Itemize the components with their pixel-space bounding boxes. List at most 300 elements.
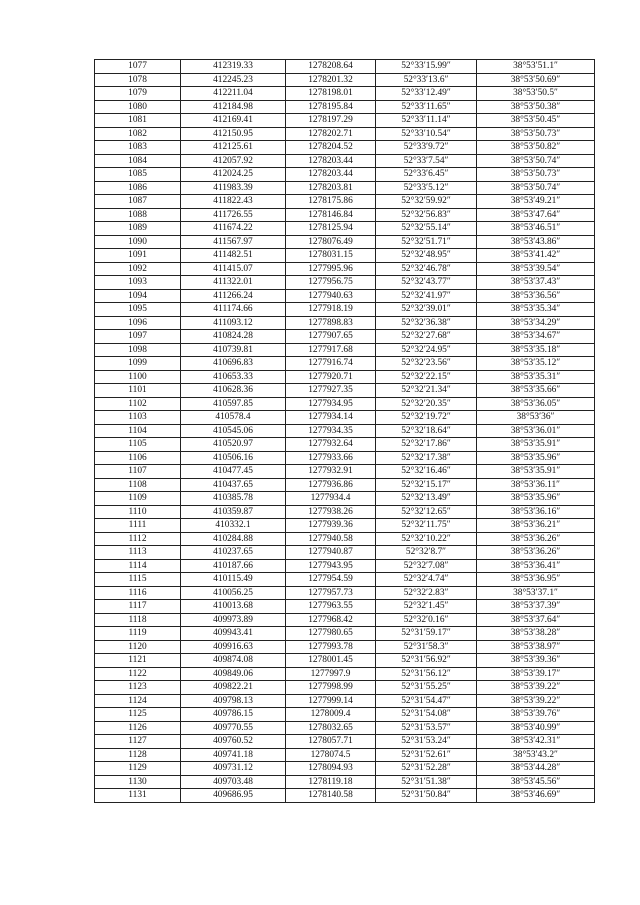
longitude-cell: 38°53′37.64″ bbox=[477, 613, 595, 627]
longitude-cell: 38°53′47.64″ bbox=[477, 208, 595, 222]
y-coordinate-cell: 1277939.36 bbox=[286, 519, 376, 533]
longitude-cell: 38°53′36.05″ bbox=[477, 397, 595, 411]
x-coordinate-cell: 411983.39 bbox=[181, 181, 286, 195]
longitude-cell: 38°53′43.86″ bbox=[477, 235, 595, 249]
point-number-cell: 1113 bbox=[95, 546, 181, 560]
y-coordinate-cell: 1278009.4 bbox=[286, 708, 376, 722]
longitude-cell: 38°53′36.95″ bbox=[477, 573, 595, 587]
longitude-cell: 38°53′50.74″ bbox=[477, 181, 595, 195]
point-number-cell: 1090 bbox=[95, 235, 181, 249]
latitude-cell: 52°33′6.45″ bbox=[376, 168, 477, 182]
point-number-cell: 1107 bbox=[95, 465, 181, 479]
y-coordinate-cell: 1278204.52 bbox=[286, 141, 376, 155]
table-row bbox=[95, 627, 595, 641]
point-number-cell: 1096 bbox=[95, 316, 181, 330]
latitude-cell: 52°31′51.38″ bbox=[376, 775, 477, 789]
x-coordinate-cell: 409760.52 bbox=[181, 735, 286, 749]
y-coordinate-cell: 1277917.68 bbox=[286, 343, 376, 357]
latitude-cell: 52°32′0.16″ bbox=[376, 613, 477, 627]
table-row bbox=[95, 276, 595, 290]
latitude-cell: 52°32′46.78″ bbox=[376, 262, 477, 276]
point-number-cell: 1087 bbox=[95, 195, 181, 209]
latitude-cell: 52°31′58.3″ bbox=[376, 640, 477, 654]
latitude-cell: 52°32′55.14″ bbox=[376, 222, 477, 236]
y-coordinate-cell: 1277940.87 bbox=[286, 546, 376, 560]
x-coordinate-cell: 411093.12 bbox=[181, 316, 286, 330]
y-coordinate-cell: 1278203.44 bbox=[286, 168, 376, 182]
x-coordinate-cell: 412211.04 bbox=[181, 87, 286, 101]
longitude-cell: 38°53′34.29″ bbox=[477, 316, 595, 330]
table-row bbox=[95, 316, 595, 330]
latitude-cell: 52°32′15.17″ bbox=[376, 478, 477, 492]
table-row bbox=[95, 762, 595, 776]
point-number-cell: 1108 bbox=[95, 478, 181, 492]
longitude-cell: 38°53′50.5″ bbox=[477, 87, 595, 101]
point-number-cell: 1089 bbox=[95, 222, 181, 236]
point-number-cell: 1128 bbox=[95, 748, 181, 762]
point-number-cell: 1114 bbox=[95, 559, 181, 573]
latitude-cell: 52°32′39.01″ bbox=[376, 303, 477, 317]
longitude-cell: 38°53′36.56″ bbox=[477, 289, 595, 303]
latitude-cell: 52°32′20.35″ bbox=[376, 397, 477, 411]
x-coordinate-cell: 412125.61 bbox=[181, 141, 286, 155]
table-row bbox=[95, 708, 595, 722]
x-coordinate-cell: 410013.68 bbox=[181, 600, 286, 614]
table-row bbox=[95, 343, 595, 357]
point-number-cell: 1081 bbox=[95, 114, 181, 128]
y-coordinate-cell: 1278203.44 bbox=[286, 154, 376, 168]
longitude-cell: 38°53′36.26″ bbox=[477, 546, 595, 560]
y-coordinate-cell: 1277918.19 bbox=[286, 303, 376, 317]
longitude-cell: 38°53′35.96″ bbox=[477, 451, 595, 465]
table-row bbox=[95, 789, 595, 803]
table-row bbox=[95, 654, 595, 668]
longitude-cell: 38°53′49.21″ bbox=[477, 195, 595, 209]
point-number-cell: 1125 bbox=[95, 708, 181, 722]
latitude-cell: 52°33′12.49″ bbox=[376, 87, 477, 101]
table-row bbox=[95, 451, 595, 465]
x-coordinate-cell: 410385.78 bbox=[181, 492, 286, 506]
y-coordinate-cell: 1277956.75 bbox=[286, 276, 376, 290]
longitude-cell: 38°53′34.67″ bbox=[477, 330, 595, 344]
y-coordinate-cell: 1278119.18 bbox=[286, 775, 376, 789]
y-coordinate-cell: 1277954.59 bbox=[286, 573, 376, 587]
table-row bbox=[95, 289, 595, 303]
longitude-cell: 38°53′39.54″ bbox=[477, 262, 595, 276]
latitude-cell: 52°32′10.22″ bbox=[376, 532, 477, 546]
longitude-cell: 38°53′50.38″ bbox=[477, 100, 595, 114]
y-coordinate-cell: 1278146.84 bbox=[286, 208, 376, 222]
table-row bbox=[95, 127, 595, 141]
point-number-cell: 1105 bbox=[95, 438, 181, 452]
x-coordinate-cell: 411415.07 bbox=[181, 262, 286, 276]
table-row bbox=[95, 330, 595, 344]
latitude-cell: 52°33′11.65″ bbox=[376, 100, 477, 114]
x-coordinate-cell: 410359.87 bbox=[181, 505, 286, 519]
y-coordinate-cell: 1277998.99 bbox=[286, 681, 376, 695]
latitude-cell: 52°32′12.65″ bbox=[376, 505, 477, 519]
longitude-cell: 38°53′35.66″ bbox=[477, 384, 595, 398]
point-number-cell: 1116 bbox=[95, 586, 181, 600]
latitude-cell: 52°32′18.64″ bbox=[376, 424, 477, 438]
x-coordinate-cell: 410284.88 bbox=[181, 532, 286, 546]
x-coordinate-cell: 412024.25 bbox=[181, 168, 286, 182]
longitude-cell: 38°53′35.34″ bbox=[477, 303, 595, 317]
x-coordinate-cell: 410237.65 bbox=[181, 546, 286, 560]
latitude-cell: 52°32′17.86″ bbox=[376, 438, 477, 452]
longitude-cell: 38°53′36.21″ bbox=[477, 519, 595, 533]
y-coordinate-cell: 1277934.4 bbox=[286, 492, 376, 506]
latitude-cell: 52°32′1.45″ bbox=[376, 600, 477, 614]
x-coordinate-cell: 409786.15 bbox=[181, 708, 286, 722]
point-number-cell: 1101 bbox=[95, 384, 181, 398]
table-row bbox=[95, 235, 595, 249]
longitude-cell: 38°53′50.82″ bbox=[477, 141, 595, 155]
longitude-cell: 38°53′50.74″ bbox=[477, 154, 595, 168]
table-row bbox=[95, 505, 595, 519]
latitude-cell: 52°31′52.61″ bbox=[376, 748, 477, 762]
point-number-cell: 1109 bbox=[95, 492, 181, 506]
longitude-cell: 38°53′38.97″ bbox=[477, 640, 595, 654]
longitude-cell: 38°53′35.18″ bbox=[477, 343, 595, 357]
y-coordinate-cell: 1277932.91 bbox=[286, 465, 376, 479]
latitude-cell: 52°32′56.83″ bbox=[376, 208, 477, 222]
longitude-cell: 38°53′37.1″ bbox=[477, 586, 595, 600]
latitude-cell: 52°31′56.92″ bbox=[376, 654, 477, 668]
x-coordinate-cell: 409703.48 bbox=[181, 775, 286, 789]
table-row bbox=[95, 438, 595, 452]
latitude-cell: 52°32′43.77″ bbox=[376, 276, 477, 290]
y-coordinate-cell: 1278031.15 bbox=[286, 249, 376, 263]
longitude-cell: 38°53′36.16″ bbox=[477, 505, 595, 519]
table-row bbox=[95, 73, 595, 87]
table-row bbox=[95, 573, 595, 587]
point-number-cell: 1099 bbox=[95, 357, 181, 371]
point-number-cell: 1085 bbox=[95, 168, 181, 182]
point-number-cell: 1079 bbox=[95, 87, 181, 101]
y-coordinate-cell: 1277940.58 bbox=[286, 532, 376, 546]
point-number-cell: 1110 bbox=[95, 505, 181, 519]
x-coordinate-cell: 409874.08 bbox=[181, 654, 286, 668]
coordinates-table-body bbox=[95, 60, 595, 803]
point-number-cell: 1112 bbox=[95, 532, 181, 546]
x-coordinate-cell: 410653.33 bbox=[181, 370, 286, 384]
latitude-cell: 52°32′24.95″ bbox=[376, 343, 477, 357]
point-number-cell: 1106 bbox=[95, 451, 181, 465]
point-number-cell: 1115 bbox=[95, 573, 181, 587]
x-coordinate-cell: 410056.25 bbox=[181, 586, 286, 600]
table-row bbox=[95, 100, 595, 114]
y-coordinate-cell: 1277995.96 bbox=[286, 262, 376, 276]
table-row bbox=[95, 478, 595, 492]
point-number-cell: 1122 bbox=[95, 667, 181, 681]
latitude-cell: 52°33′11.14″ bbox=[376, 114, 477, 128]
x-coordinate-cell: 410506.16 bbox=[181, 451, 286, 465]
longitude-cell: 38°53′37.39″ bbox=[477, 600, 595, 614]
table-row bbox=[95, 721, 595, 735]
point-number-cell: 1117 bbox=[95, 600, 181, 614]
y-coordinate-cell: 1277898.83 bbox=[286, 316, 376, 330]
point-number-cell: 1124 bbox=[95, 694, 181, 708]
longitude-cell: 38°53′35.31″ bbox=[477, 370, 595, 384]
y-coordinate-cell: 1277963.55 bbox=[286, 600, 376, 614]
longitude-cell: 38°53′40.99″ bbox=[477, 721, 595, 735]
longitude-cell: 38°53′39.22″ bbox=[477, 694, 595, 708]
x-coordinate-cell: 412057.92 bbox=[181, 154, 286, 168]
x-coordinate-cell: 409686.95 bbox=[181, 789, 286, 803]
point-number-cell: 1130 bbox=[95, 775, 181, 789]
table-row bbox=[95, 519, 595, 533]
latitude-cell: 52°33′5.12″ bbox=[376, 181, 477, 195]
table-row bbox=[95, 586, 595, 600]
y-coordinate-cell: 1277997.9 bbox=[286, 667, 376, 681]
x-coordinate-cell: 409731.12 bbox=[181, 762, 286, 776]
table-row bbox=[95, 154, 595, 168]
table-row bbox=[95, 114, 595, 128]
point-number-cell: 1093 bbox=[95, 276, 181, 290]
x-coordinate-cell: 410437.65 bbox=[181, 478, 286, 492]
x-coordinate-cell: 411266.24 bbox=[181, 289, 286, 303]
latitude-cell: 52°32′48.95″ bbox=[376, 249, 477, 263]
y-coordinate-cell: 1278074.5 bbox=[286, 748, 376, 762]
y-coordinate-cell: 1278208.64 bbox=[286, 60, 376, 74]
point-number-cell: 1118 bbox=[95, 613, 181, 627]
table-row bbox=[95, 141, 595, 155]
table-row bbox=[95, 748, 595, 762]
y-coordinate-cell: 1278057.71 bbox=[286, 735, 376, 749]
y-coordinate-cell: 1278125.94 bbox=[286, 222, 376, 236]
y-coordinate-cell: 1277920.71 bbox=[286, 370, 376, 384]
point-number-cell: 1102 bbox=[95, 397, 181, 411]
table-row bbox=[95, 600, 595, 614]
table-row bbox=[95, 370, 595, 384]
y-coordinate-cell: 1277957.73 bbox=[286, 586, 376, 600]
point-number-cell: 1094 bbox=[95, 289, 181, 303]
table-row bbox=[95, 694, 595, 708]
x-coordinate-cell: 411822.43 bbox=[181, 195, 286, 209]
latitude-cell: 52°33′13.6″ bbox=[376, 73, 477, 87]
x-coordinate-cell: 410520.97 bbox=[181, 438, 286, 452]
longitude-cell: 38°53′36″ bbox=[477, 411, 595, 425]
latitude-cell: 52°31′56.12″ bbox=[376, 667, 477, 681]
y-coordinate-cell: 1277938.26 bbox=[286, 505, 376, 519]
latitude-cell: 52°31′52.28″ bbox=[376, 762, 477, 776]
x-coordinate-cell: 410597.85 bbox=[181, 397, 286, 411]
x-coordinate-cell: 411726.55 bbox=[181, 208, 286, 222]
point-number-cell: 1123 bbox=[95, 681, 181, 695]
latitude-cell: 52°32′13.49″ bbox=[376, 492, 477, 506]
x-coordinate-cell: 410628.36 bbox=[181, 384, 286, 398]
coordinates-table bbox=[94, 59, 595, 803]
table-row bbox=[95, 249, 595, 263]
table-row bbox=[95, 208, 595, 222]
table-row bbox=[95, 60, 595, 74]
y-coordinate-cell: 1278032.65 bbox=[286, 721, 376, 735]
x-coordinate-cell: 411482.51 bbox=[181, 249, 286, 263]
x-coordinate-cell: 409822.21 bbox=[181, 681, 286, 695]
longitude-cell: 38°53′35.12″ bbox=[477, 357, 595, 371]
latitude-cell: 52°32′59.92″ bbox=[376, 195, 477, 209]
x-coordinate-cell: 409916.63 bbox=[181, 640, 286, 654]
x-coordinate-cell: 411322.01 bbox=[181, 276, 286, 290]
table-row bbox=[95, 546, 595, 560]
table-row bbox=[95, 195, 595, 209]
point-number-cell: 1083 bbox=[95, 141, 181, 155]
y-coordinate-cell: 1277968.42 bbox=[286, 613, 376, 627]
table-row bbox=[95, 465, 595, 479]
longitude-cell: 38°53′43.2″ bbox=[477, 748, 595, 762]
table-row bbox=[95, 775, 595, 789]
longitude-cell: 38°53′36.11″ bbox=[477, 478, 595, 492]
point-number-cell: 1098 bbox=[95, 343, 181, 357]
longitude-cell: 38°53′50.69″ bbox=[477, 73, 595, 87]
latitude-cell: 52°33′9.72″ bbox=[376, 141, 477, 155]
y-coordinate-cell: 1277980.65 bbox=[286, 627, 376, 641]
longitude-cell: 38°53′37.43″ bbox=[477, 276, 595, 290]
latitude-cell: 52°31′54.47″ bbox=[376, 694, 477, 708]
table-row bbox=[95, 397, 595, 411]
point-number-cell: 1078 bbox=[95, 73, 181, 87]
table-row bbox=[95, 384, 595, 398]
point-number-cell: 1127 bbox=[95, 735, 181, 749]
y-coordinate-cell: 1277936.86 bbox=[286, 478, 376, 492]
x-coordinate-cell: 412169.41 bbox=[181, 114, 286, 128]
x-coordinate-cell: 409973.89 bbox=[181, 613, 286, 627]
table-row bbox=[95, 411, 595, 425]
table-row bbox=[95, 613, 595, 627]
longitude-cell: 38°53′35.91″ bbox=[477, 438, 595, 452]
x-coordinate-cell: 410739.81 bbox=[181, 343, 286, 357]
table-row bbox=[95, 681, 595, 695]
point-number-cell: 1111 bbox=[95, 519, 181, 533]
y-coordinate-cell: 1278203.81 bbox=[286, 181, 376, 195]
longitude-cell: 38°53′36.01″ bbox=[477, 424, 595, 438]
table-row bbox=[95, 168, 595, 182]
latitude-cell: 52°32′27.68″ bbox=[376, 330, 477, 344]
y-coordinate-cell: 1278140.58 bbox=[286, 789, 376, 803]
latitude-cell: 52°32′36.38″ bbox=[376, 316, 477, 330]
point-number-cell: 1092 bbox=[95, 262, 181, 276]
table-row bbox=[95, 87, 595, 101]
y-coordinate-cell: 1278195.84 bbox=[286, 100, 376, 114]
x-coordinate-cell: 409849.06 bbox=[181, 667, 286, 681]
y-coordinate-cell: 1278201.32 bbox=[286, 73, 376, 87]
longitude-cell: 38°53′45.56″ bbox=[477, 775, 595, 789]
point-number-cell: 1084 bbox=[95, 154, 181, 168]
longitude-cell: 38°53′42.31″ bbox=[477, 735, 595, 749]
latitude-cell: 52°33′7.54″ bbox=[376, 154, 477, 168]
y-coordinate-cell: 1277993.78 bbox=[286, 640, 376, 654]
latitude-cell: 52°31′54.08″ bbox=[376, 708, 477, 722]
point-number-cell: 1095 bbox=[95, 303, 181, 317]
y-coordinate-cell: 1277943.95 bbox=[286, 559, 376, 573]
x-coordinate-cell: 409741.18 bbox=[181, 748, 286, 762]
latitude-cell: 52°32′19.72″ bbox=[376, 411, 477, 425]
point-number-cell: 1077 bbox=[95, 60, 181, 74]
x-coordinate-cell: 412245.23 bbox=[181, 73, 286, 87]
x-coordinate-cell: 409798.13 bbox=[181, 694, 286, 708]
point-number-cell: 1091 bbox=[95, 249, 181, 263]
x-coordinate-cell: 411567.97 bbox=[181, 235, 286, 249]
table-row bbox=[95, 640, 595, 654]
point-number-cell: 1086 bbox=[95, 181, 181, 195]
point-number-cell: 1120 bbox=[95, 640, 181, 654]
latitude-cell: 52°32′22.15″ bbox=[376, 370, 477, 384]
point-number-cell: 1129 bbox=[95, 762, 181, 776]
latitude-cell: 52°32′8.7″ bbox=[376, 546, 477, 560]
latitude-cell: 52°33′15.99″ bbox=[376, 60, 477, 74]
x-coordinate-cell: 412184.98 bbox=[181, 100, 286, 114]
latitude-cell: 52°32′41.97″ bbox=[376, 289, 477, 303]
table-row bbox=[95, 492, 595, 506]
y-coordinate-cell: 1277933.66 bbox=[286, 451, 376, 465]
latitude-cell: 52°32′17.38″ bbox=[376, 451, 477, 465]
x-coordinate-cell: 409770.55 bbox=[181, 721, 286, 735]
x-coordinate-cell: 410578.4 bbox=[181, 411, 286, 425]
longitude-cell: 38°53′41.42″ bbox=[477, 249, 595, 263]
longitude-cell: 38°53′46.51″ bbox=[477, 222, 595, 236]
x-coordinate-cell: 412150.95 bbox=[181, 127, 286, 141]
latitude-cell: 52°31′53.24″ bbox=[376, 735, 477, 749]
table-row bbox=[95, 559, 595, 573]
y-coordinate-cell: 1278197.29 bbox=[286, 114, 376, 128]
longitude-cell: 38°53′51.1″ bbox=[477, 60, 595, 74]
x-coordinate-cell: 410696.83 bbox=[181, 357, 286, 371]
latitude-cell: 52°32′4.74″ bbox=[376, 573, 477, 587]
y-coordinate-cell: 1278076.49 bbox=[286, 235, 376, 249]
point-number-cell: 1097 bbox=[95, 330, 181, 344]
y-coordinate-cell: 1278202.71 bbox=[286, 127, 376, 141]
x-coordinate-cell: 409943.41 bbox=[181, 627, 286, 641]
y-coordinate-cell: 1278175.86 bbox=[286, 195, 376, 209]
longitude-cell: 38°53′38.28″ bbox=[477, 627, 595, 641]
longitude-cell: 38°53′36.41″ bbox=[477, 559, 595, 573]
longitude-cell: 38°53′39.22″ bbox=[477, 681, 595, 695]
point-number-cell: 1119 bbox=[95, 627, 181, 641]
point-number-cell: 1088 bbox=[95, 208, 181, 222]
latitude-cell: 52°32′7.08″ bbox=[376, 559, 477, 573]
x-coordinate-cell: 412319.33 bbox=[181, 60, 286, 74]
y-coordinate-cell: 1277999.14 bbox=[286, 694, 376, 708]
longitude-cell: 38°53′50.45″ bbox=[477, 114, 595, 128]
y-coordinate-cell: 1277940.63 bbox=[286, 289, 376, 303]
point-number-cell: 1082 bbox=[95, 127, 181, 141]
longitude-cell: 38°53′39.17″ bbox=[477, 667, 595, 681]
longitude-cell: 38°53′44.28″ bbox=[477, 762, 595, 776]
longitude-cell: 38°53′36.26″ bbox=[477, 532, 595, 546]
longitude-cell: 38°53′39.36″ bbox=[477, 654, 595, 668]
x-coordinate-cell: 410545.06 bbox=[181, 424, 286, 438]
longitude-cell: 38°53′39.76″ bbox=[477, 708, 595, 722]
point-number-cell: 1131 bbox=[95, 789, 181, 803]
table-row bbox=[95, 303, 595, 317]
x-coordinate-cell: 410115.49 bbox=[181, 573, 286, 587]
latitude-cell: 52°33′10.54″ bbox=[376, 127, 477, 141]
table-row bbox=[95, 424, 595, 438]
table-row bbox=[95, 532, 595, 546]
table-row bbox=[95, 222, 595, 236]
table-row bbox=[95, 262, 595, 276]
x-coordinate-cell: 410824.28 bbox=[181, 330, 286, 344]
table-row bbox=[95, 735, 595, 749]
longitude-cell: 38°53′35.96″ bbox=[477, 492, 595, 506]
longitude-cell: 38°53′46.69″ bbox=[477, 789, 595, 803]
latitude-cell: 52°32′16.46″ bbox=[376, 465, 477, 479]
latitude-cell: 52°32′21.34″ bbox=[376, 384, 477, 398]
point-number-cell: 1126 bbox=[95, 721, 181, 735]
latitude-cell: 52°31′59.17″ bbox=[376, 627, 477, 641]
latitude-cell: 52°32′51.71″ bbox=[376, 235, 477, 249]
